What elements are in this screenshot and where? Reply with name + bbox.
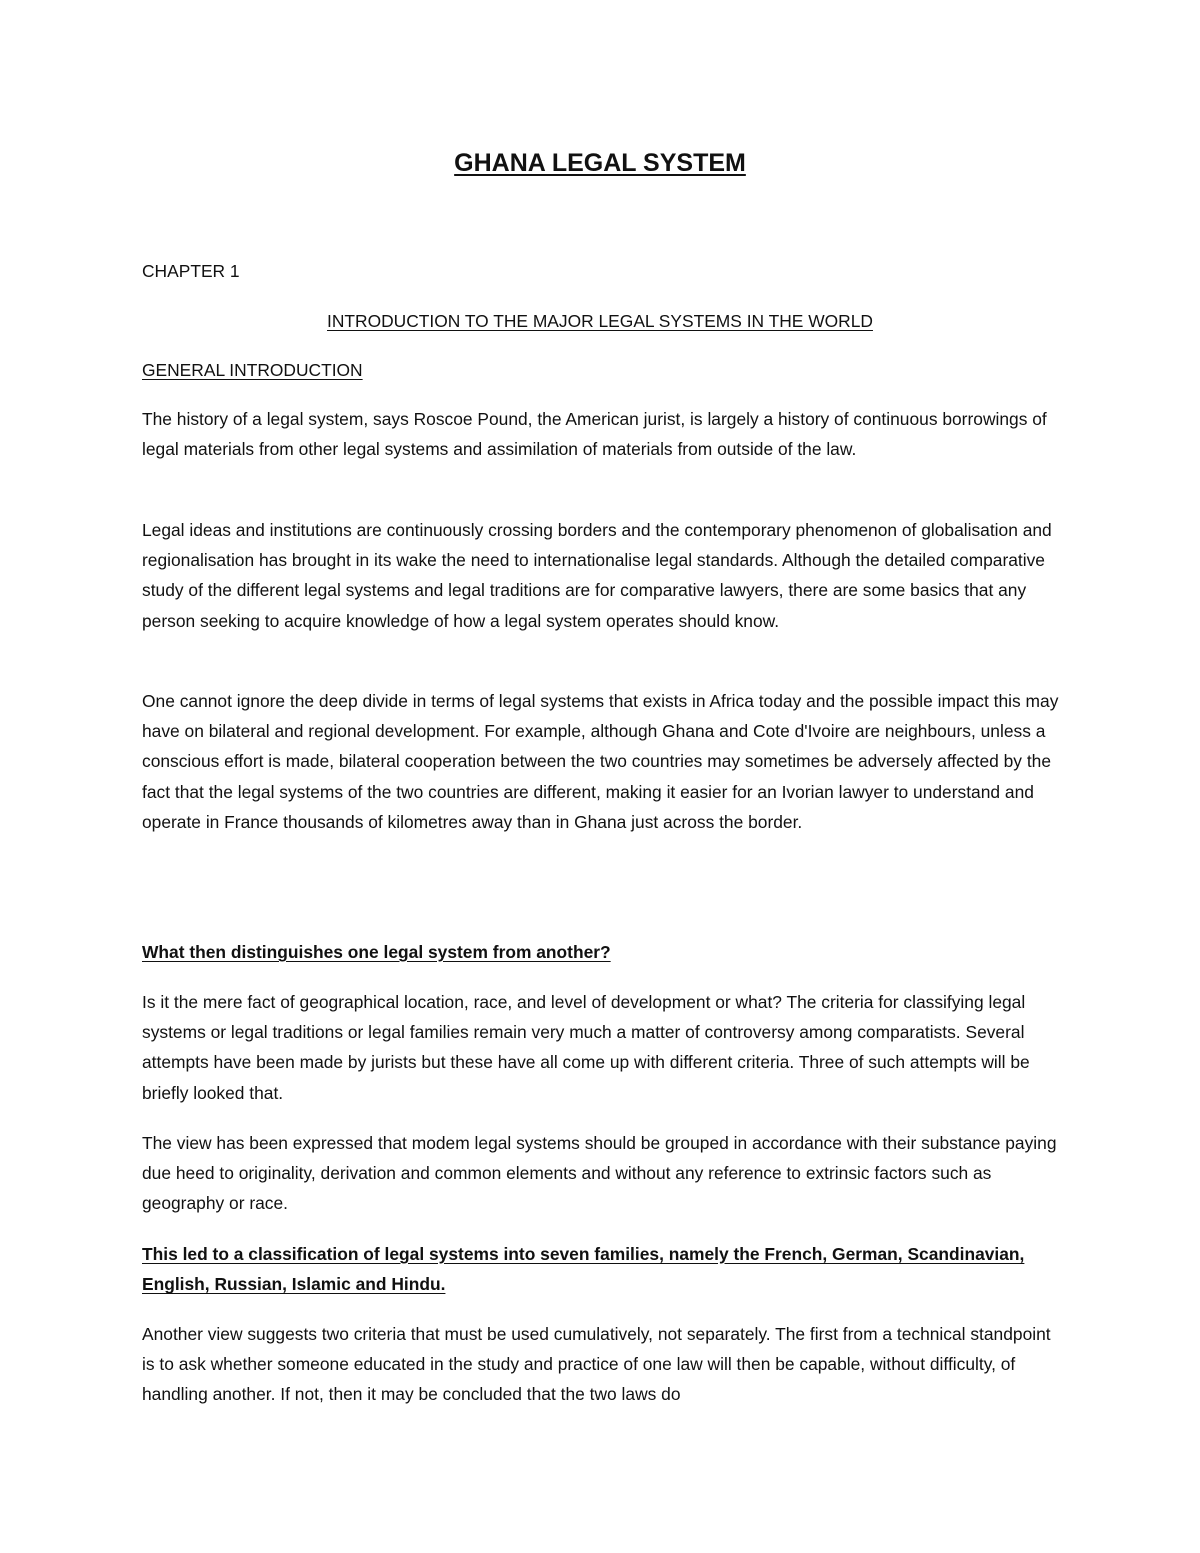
classification-statement: This led to a classification of legal systems into seven families, namely the French, German, Scandinavian, English, Russian, Islamic and Hindu.: [142, 1244, 1025, 1295]
document-title: GHANA LEGAL SYSTEM: [454, 149, 746, 177]
paragraph-2: Legal ideas and institutions are continuously crossing borders and the contemporary phenomenon of globalisation and regionalisation has brought in its wake the need to internationalise legal standards. Although the detailed comparative study of the different legal systems and legal traditions are for comparative lawyers, there are some basics that any person seeking to acquire knowledge of how a legal system operates should know.: [142, 520, 1052, 631]
paragraph-4: Is it the mere fact of geographical location, race, and level of development or what? The criteria for classifying legal systems or legal traditions or legal families remain very much a matter of controversy among comparatists. Several attempts have been made by jurists but these have all come up with different criteria. Three of such attempts will be briefly looked that.: [142, 992, 1030, 1103]
chapter-heading: INTRODUCTION TO THE MAJOR LEGAL SYSTEMS IN THE WORLD: [327, 311, 873, 331]
question-heading: What then distinguishes one legal system from another?: [142, 942, 611, 962]
paragraph-6: Another view suggests two criteria that must be used cumulatively, not separately. The first from a technical standpoint is to ask whether someone educated in the study and practice of one law will then be capable, without difficulty, of handling another. If not, then it may be concluded that the two laws do: [142, 1324, 1051, 1405]
section-heading: GENERAL INTRODUCTION: [142, 360, 363, 380]
paragraph-1: The history of a legal system, says Roscoe Pound, the American jurist, is largely a history of continuous borrowings of legal materials from other legal systems and assimilation of materials from outside of the law.: [142, 409, 1047, 460]
paragraph-3: One cannot ignore the deep divide in terms of legal systems that exists in Africa today and the possible impact this may have on bilateral and regional development. For example, although Ghana and Cote d'Ivoire are neighbours, unless a conscious effort is made, bilateral cooperation between the two countries may sometimes be adversely affected by the fact that the legal systems of the two countries are different, making it easier for an Ivorian lawyer to understand and operate in France thousands of kilometres away than in Ghana just across the border.: [142, 691, 1059, 832]
paragraph-5: The view has been expressed that modem legal systems should be grouped in accordance with their substance paying due heed to originality, derivation and common elements and without any reference to extrinsic factors such as geography or race.: [142, 1133, 1057, 1214]
chapter-label: CHAPTER 1: [142, 261, 240, 281]
